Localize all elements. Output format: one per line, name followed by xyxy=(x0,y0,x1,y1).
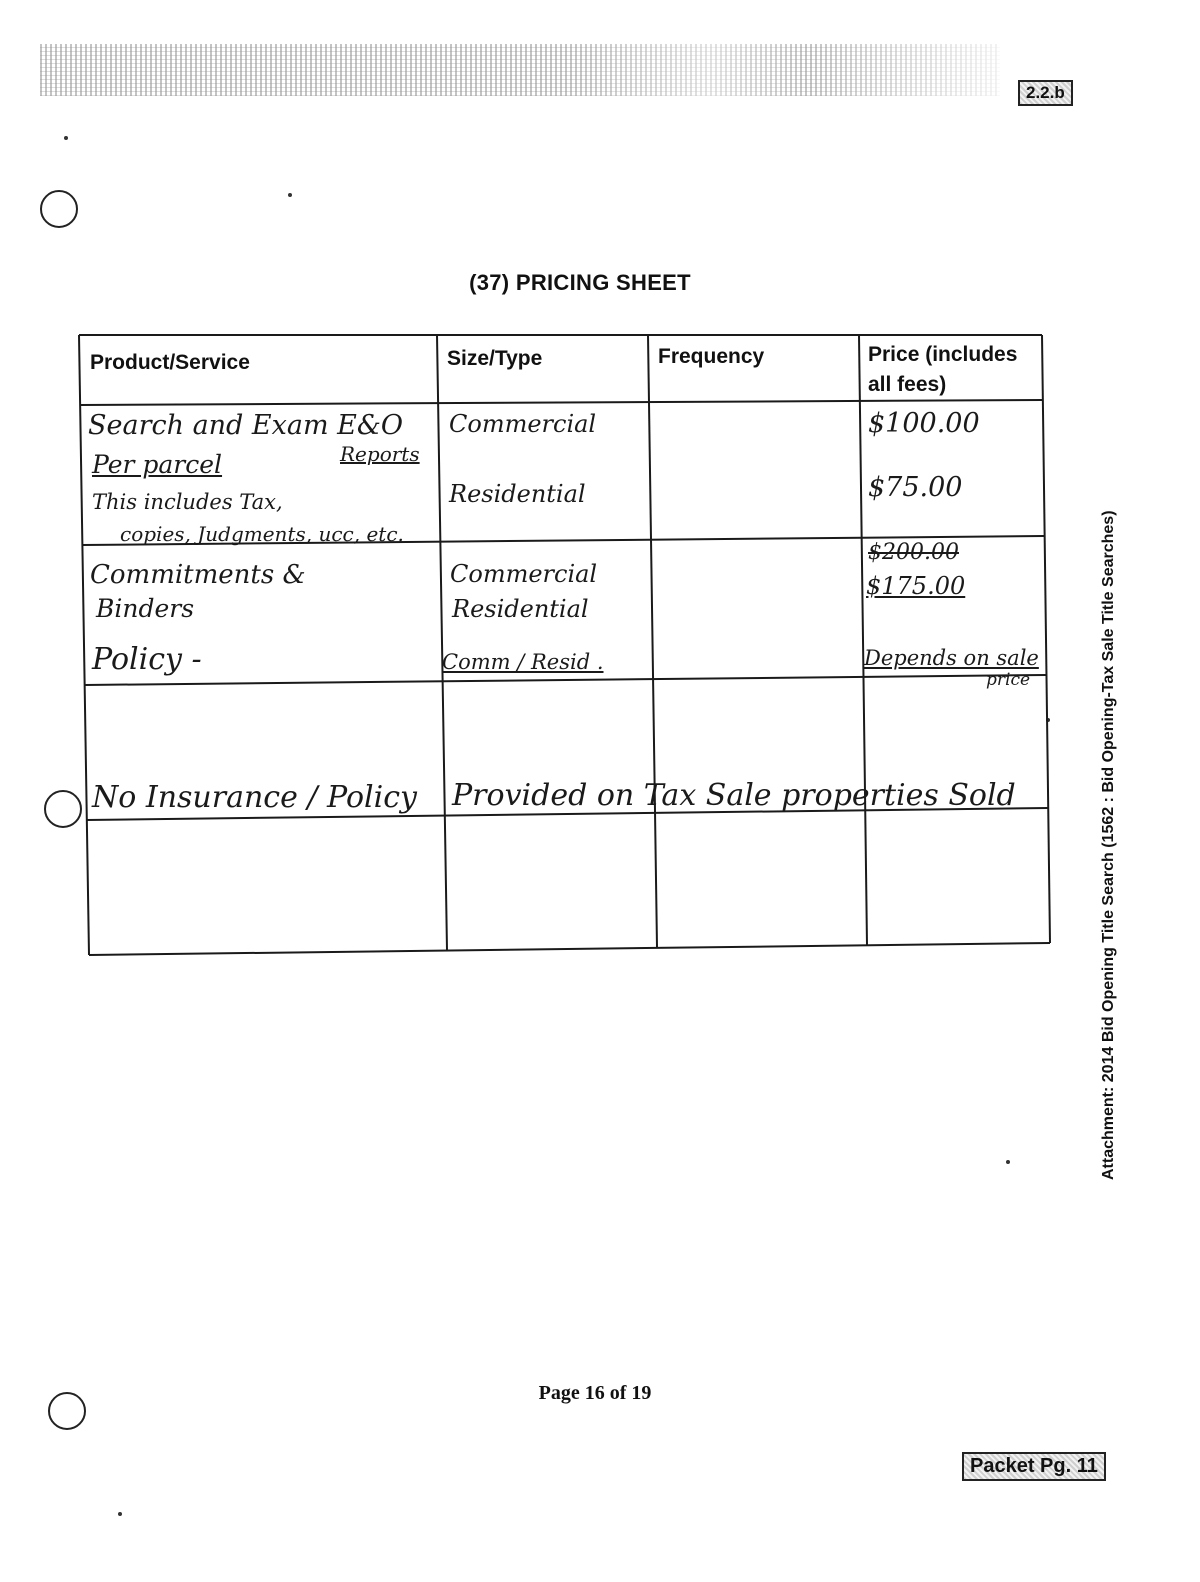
row1-product-line1: Search and Exam E&O xyxy=(88,410,404,441)
packet-page-label: Packet Pg. 11 xyxy=(962,1452,1106,1481)
row1-type-commercial: Commercial xyxy=(449,410,597,438)
row2-price-depends: Depends on sale xyxy=(864,646,1039,670)
note-provided-tax-sale: Provided on Tax Sale properties Sold xyxy=(452,778,1016,813)
side-attachment-label: Attachment: 2014 Bid Opening Title Search (1562 : Bid Opening-Tax Sale Title Searches) xyxy=(1100,510,1117,1180)
row1-price-commercial: $100.00 xyxy=(868,408,980,439)
page-title: (37) PRICING SHEET xyxy=(469,270,691,295)
agenda-item-tag: 2.2.b xyxy=(1018,80,1073,106)
row2-price-struck: $200.00 xyxy=(868,540,959,565)
note-no-insurance-policy: No Insurance / Policy xyxy=(92,780,417,815)
row1-product-line2: Per parcel xyxy=(92,450,223,479)
row2-type-commercial: Commercial xyxy=(450,560,598,588)
row1-product-line4: copies, Judgments, ucc, etc. xyxy=(120,522,404,546)
row2-type-comm-resid: Comm / Resid . xyxy=(442,650,604,674)
col-header-product: Product/Service xyxy=(90,351,250,374)
col-header-price: Price (includes all fees) xyxy=(868,343,1018,396)
row2-product-commitments: Commitments & xyxy=(90,560,306,590)
row2-product-binders: Binders xyxy=(96,594,195,623)
row1-price-residential: $75.00 xyxy=(868,472,963,503)
row1-product-reports: Reports xyxy=(340,442,420,466)
col-header-size-type: Size/Type xyxy=(447,347,543,370)
row2-type-residential: Residential xyxy=(452,595,589,623)
row1-type-residential: Residential xyxy=(449,480,586,508)
page-number: Page 16 of 19 xyxy=(538,1382,652,1404)
row2-product-policy: Policy - xyxy=(92,642,202,677)
col-header-frequency: Frequency xyxy=(658,345,765,368)
row2-price-new: $175.00 xyxy=(866,572,966,600)
row1-product-line3: This includes Tax, xyxy=(92,490,283,514)
row2-price-depends-cont: price xyxy=(986,670,1031,690)
